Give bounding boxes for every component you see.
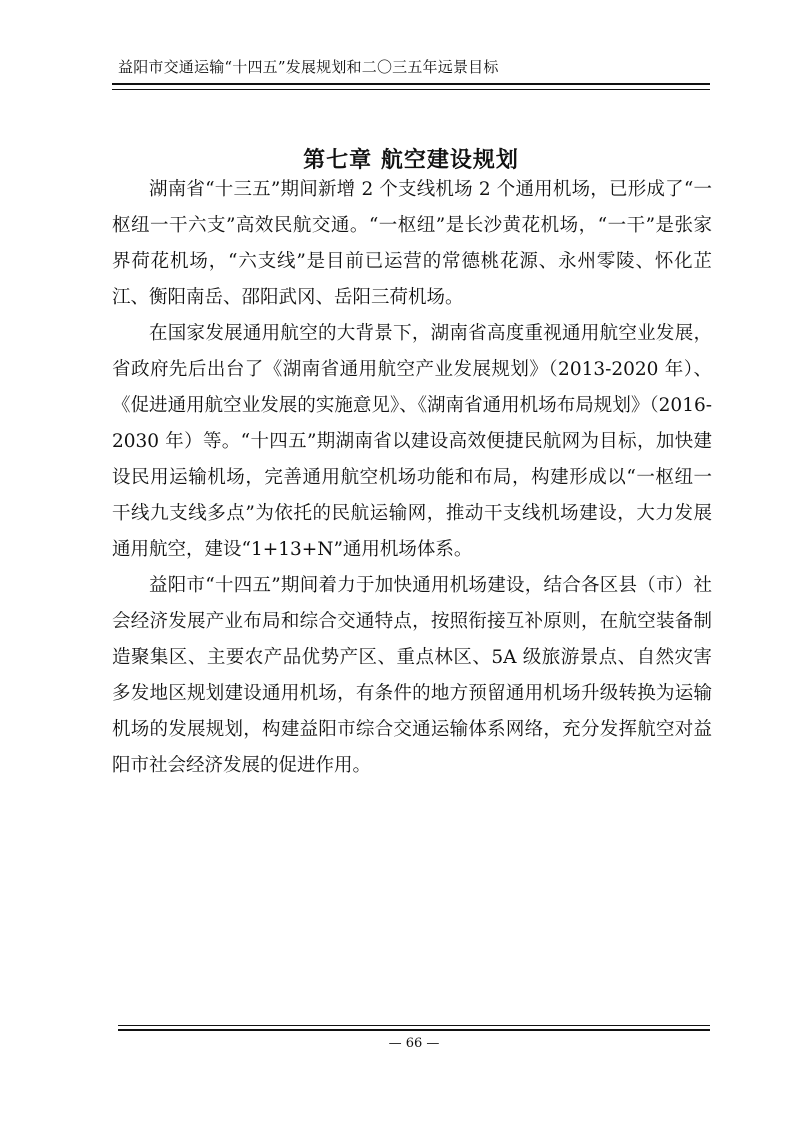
footer-rule-thin xyxy=(118,1025,710,1026)
body-text xyxy=(112,172,712,784)
paragraph-2: 在国家发展通用航空的大背景下，湖南省高度重视通用航空业发展，省政府先后出台了《湖南省通用航空产业发展规划》（2013-2020 年）、《促进通用航空业发展的实施意见》、《湖南省通用机场布局规划》（2016-2030 年）等。“十四五”期湖南省以建设高效便捷民航网为目标，加快建设民用运输机场，完善通用航空机场功能和布局，构建形成以“一枢纽一干线九支线多点”为依托的民航运输网，推动干支线机场建设，大力发展通用航空，建设“1+13+N”通用机场体系。 xyxy=(112,323,712,560)
footer-rule-thick xyxy=(118,1029,710,1031)
paragraph-1: 湖南省“十三五”期间新增 2 个支线机场 2 个通用机场，已形成了“一枢纽一干六支”高效民航交通。“一枢纽”是长沙黄花机场，“一干”是张家界荷花机场，“六支线”是目前已运营的常德桃花源、永州零陵、怀化芷江、衡阳南岳、邵阳武冈、岳阳三荷机场。 xyxy=(112,179,712,308)
running-header: 益阳市交通运输“十四五”发展规划和二〇三五年远景目标 xyxy=(118,58,499,76)
header-rule-thick xyxy=(112,83,710,85)
paragraph-3: 益阳市“十四五”期间着力于加快通用机场建设，结合各区县（市）社会经济发展产业布局和综合交通特点，按照衔接互补原则，在航空装备制造聚集区、主要农产品优势产区、重点林区、5A 级旅游景点、自然灾害多发地区规划建设通用机场，有条件的地方预留通用机场升级转换为运输机场的发展规划，构建益阳市综合交通运输体系网络，充分发挥航空对益阳市社会经济发展的促进作用。 xyxy=(112,575,712,776)
chapter-title: 第七章 航空建设规划 xyxy=(303,147,519,173)
page-number: — 66 — xyxy=(388,1036,440,1051)
header-rule-thin xyxy=(112,89,710,90)
